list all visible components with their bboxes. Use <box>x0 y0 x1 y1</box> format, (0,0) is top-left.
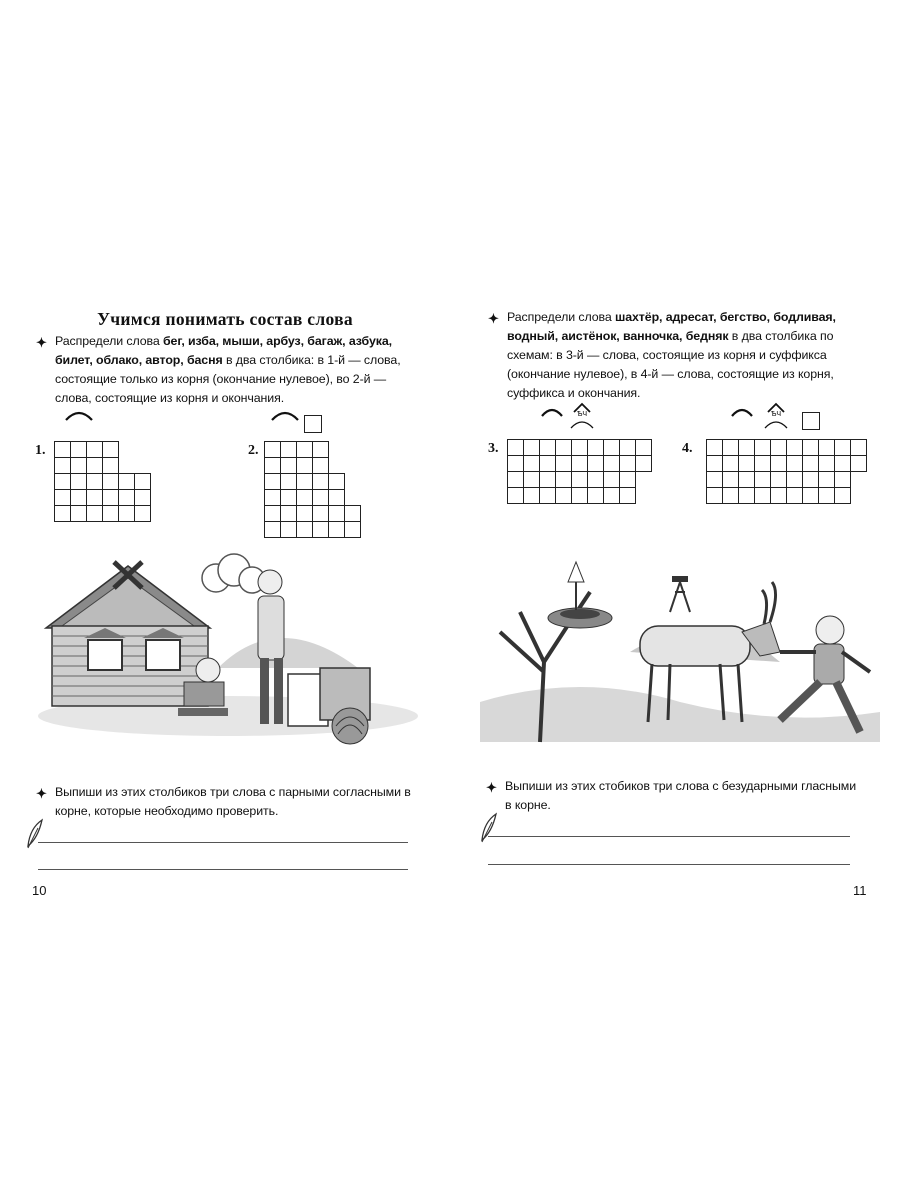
grid-cell[interactable] <box>280 473 297 490</box>
grid-cell[interactable] <box>706 455 723 472</box>
grid-cell[interactable] <box>344 505 361 522</box>
grid-cell[interactable] <box>134 489 151 506</box>
feather-pen-icon <box>24 818 46 850</box>
root-arc-icon <box>730 406 754 418</box>
grid-cell[interactable] <box>770 471 787 488</box>
grid-cell[interactable] <box>571 455 588 472</box>
grid-cell[interactable] <box>834 487 851 504</box>
answer-line-2[interactable] <box>488 864 850 865</box>
grid-cell[interactable] <box>523 487 540 504</box>
grid-cell[interactable] <box>86 441 103 458</box>
grid-cell[interactable] <box>296 473 313 490</box>
grid-cell[interactable] <box>722 471 739 488</box>
answer-line-1[interactable] <box>38 842 408 843</box>
ending-box-icon <box>802 412 820 430</box>
grid-cell[interactable] <box>312 441 329 458</box>
grid-cell[interactable] <box>619 439 636 456</box>
grid-cell[interactable] <box>786 487 803 504</box>
house-and-boys-illustration <box>38 548 423 748</box>
grid-cell[interactable] <box>738 439 755 456</box>
grid-cell[interactable] <box>312 457 329 474</box>
grid-cell[interactable] <box>571 471 588 488</box>
grid-cell[interactable] <box>619 455 636 472</box>
grid-cell[interactable] <box>328 473 345 490</box>
grid-cell[interactable] <box>264 441 281 458</box>
grid-cell[interactable] <box>802 471 819 488</box>
grid-cell[interactable] <box>603 455 620 472</box>
grid-cell[interactable] <box>280 457 297 474</box>
grid-cell[interactable] <box>555 439 572 456</box>
grid-cell[interactable] <box>280 521 297 538</box>
suffix-icon <box>570 400 594 430</box>
grid-cell[interactable] <box>523 439 540 456</box>
grid-cell[interactable] <box>54 505 71 522</box>
bullet-icon: ✦ <box>488 311 499 326</box>
grid-cell[interactable] <box>738 455 755 472</box>
grid-cell[interactable] <box>555 471 572 488</box>
grid-cell[interactable] <box>280 441 297 458</box>
grid-cell[interactable] <box>619 471 636 488</box>
grid-cell[interactable] <box>754 471 771 488</box>
grid-cell[interactable] <box>539 487 556 504</box>
grid-cell[interactable] <box>770 455 787 472</box>
grid-cell[interactable] <box>603 487 620 504</box>
grid-cell[interactable] <box>86 489 103 506</box>
grid-cell[interactable] <box>54 489 71 506</box>
grid-cell[interactable] <box>118 505 135 522</box>
grid-cell[interactable] <box>102 457 119 474</box>
grid-cell[interactable] <box>296 441 313 458</box>
grid-cell[interactable] <box>134 473 151 490</box>
grid-cell[interactable] <box>786 455 803 472</box>
grid-cell[interactable] <box>587 455 604 472</box>
page-number: 11 <box>853 883 867 898</box>
grid-cell[interactable] <box>296 489 313 506</box>
grid-cell[interactable] <box>118 473 135 490</box>
grid-cell[interactable] <box>603 439 620 456</box>
grid-cell[interactable] <box>786 439 803 456</box>
grid-cell[interactable] <box>312 521 329 538</box>
svg-text:ѢЧ: ѢЧ <box>576 411 588 418</box>
grid-cell[interactable] <box>70 457 87 474</box>
grid-cell[interactable] <box>264 473 281 490</box>
grid-cell[interactable] <box>850 439 867 456</box>
ending-box-icon <box>304 415 322 433</box>
grid-cell[interactable] <box>619 487 636 504</box>
grid-cell[interactable] <box>706 471 723 488</box>
root-arc-icon <box>540 406 564 418</box>
grid-cell[interactable] <box>555 487 572 504</box>
grid-cell[interactable] <box>738 471 755 488</box>
grid-cell[interactable] <box>834 439 851 456</box>
grid-cell[interactable] <box>296 457 313 474</box>
grid-cell[interactable] <box>850 455 867 472</box>
suffix-icon <box>764 400 788 430</box>
grid-cell[interactable] <box>818 487 835 504</box>
grid-cell[interactable] <box>507 455 524 472</box>
grid-cell[interactable] <box>344 521 361 538</box>
grid-cell[interactable] <box>571 487 588 504</box>
bullet-icon: ✦ <box>486 780 497 795</box>
grid-cell[interactable] <box>102 441 119 458</box>
grid-cell[interactable] <box>587 487 604 504</box>
grid-cell[interactable] <box>706 439 723 456</box>
grid-cell[interactable] <box>786 471 803 488</box>
bullet-icon: ✦ <box>36 335 47 350</box>
grid-cell[interactable] <box>587 439 604 456</box>
grid-cell[interactable] <box>280 489 297 506</box>
grid-cell[interactable] <box>635 455 652 472</box>
grid-cell[interactable] <box>70 473 87 490</box>
task-instruction-1: Распредели слова шахтёр, адресат, бегство, бодливая, водный, аистёнок, ванночка, бедняк в два столбика по схемам: в 3-й — слова, состоящие из корня и суффикса (окончание нулевое), в 4-й — слова, состоящие из корня, суффикса и окончания. <box>507 310 836 400</box>
grid-cell[interactable] <box>86 473 103 490</box>
grid-cell[interactable] <box>770 487 787 504</box>
grid-cell[interactable] <box>802 439 819 456</box>
grid-cell[interactable] <box>539 455 556 472</box>
grid-cell[interactable] <box>54 473 71 490</box>
grid-cell[interactable] <box>264 505 281 522</box>
task-instruction-2: Выпиши из этих стобиков три слова с безударными гласными в корне. <box>505 779 857 812</box>
grid-cell[interactable] <box>296 521 313 538</box>
column-label-2: 2. <box>248 443 259 458</box>
grid-cell[interactable] <box>70 489 87 506</box>
grid-cell[interactable] <box>312 505 329 522</box>
bullet-icon: ✦ <box>36 786 47 801</box>
grid-cell[interactable] <box>296 505 313 522</box>
grid-cell[interactable] <box>738 487 755 504</box>
root-arc-icon <box>270 408 300 422</box>
grid-cell[interactable] <box>818 439 835 456</box>
page-title: Учимся понимать состав слова <box>97 309 353 329</box>
grid-cell[interactable] <box>328 489 345 506</box>
grid-cell[interactable] <box>328 521 345 538</box>
grid-cell[interactable] <box>264 457 281 474</box>
grid-cell[interactable] <box>102 505 119 522</box>
grid-cell[interactable] <box>754 439 771 456</box>
grid-cell[interactable] <box>770 439 787 456</box>
root-arc-icon <box>64 408 94 422</box>
grid-cell[interactable] <box>507 487 524 504</box>
grid-cell[interactable] <box>328 505 345 522</box>
grid-cell[interactable] <box>102 473 119 490</box>
grid-cell[interactable] <box>571 439 588 456</box>
grid-cell[interactable] <box>523 471 540 488</box>
grid-cell[interactable] <box>754 455 771 472</box>
right-page <box>450 0 900 1200</box>
grid-cell[interactable] <box>539 439 556 456</box>
grid-cell[interactable] <box>587 471 604 488</box>
grid-cell[interactable] <box>722 439 739 456</box>
svg-text:ѢЧ: ѢЧ <box>770 411 782 418</box>
grid-cell[interactable] <box>722 487 739 504</box>
grid-cell[interactable] <box>312 489 329 506</box>
grid-cell[interactable] <box>264 521 281 538</box>
grid-cell[interactable] <box>818 471 835 488</box>
grid-cell[interactable] <box>635 439 652 456</box>
grid-cell[interactable] <box>802 487 819 504</box>
grid-cell[interactable] <box>70 441 87 458</box>
task-instruction-2: Выпиши из этих столбиков три слова с парными согласными в корне, которые необходимо проверить. <box>55 785 411 818</box>
grid-cell[interactable] <box>818 455 835 472</box>
grid-cell[interactable] <box>722 455 739 472</box>
grid-cell[interactable] <box>86 505 103 522</box>
grid-cell[interactable] <box>507 439 524 456</box>
grid-cell[interactable] <box>280 505 297 522</box>
grid-cell[interactable] <box>523 455 540 472</box>
goat-and-boy-illustration <box>480 552 880 742</box>
grid-cell[interactable] <box>312 473 329 490</box>
grid-cell[interactable] <box>86 457 103 474</box>
grid-cell[interactable] <box>555 455 572 472</box>
column-label-4: 4. <box>682 441 693 456</box>
grid-cell[interactable] <box>754 487 771 504</box>
task-instruction-1: Распредели слова бег, изба, мыши, арбуз, багаж, азбука, билет, облако, автор, басня в два столбика: в 1-й — слова, состоящие только из корня (окончание нулевое), во 2-й — слова, состоящие из корня и окончания. <box>55 334 401 405</box>
task-words: бег, изба, мыши, арбуз, багаж, азбука, билет, облако, автор, басня <box>55 334 392 367</box>
answer-line-1[interactable] <box>488 836 850 837</box>
task-words: шахтёр, адресат, бегство, бодливая, водный, аистёнок, ванночка, бедняк <box>507 310 836 343</box>
grid-cell[interactable] <box>118 489 135 506</box>
grid-cell[interactable] <box>264 489 281 506</box>
grid-cell[interactable] <box>706 487 723 504</box>
grid-cell[interactable] <box>507 471 524 488</box>
column-label-3: 3. <box>488 441 499 456</box>
grid-cell[interactable] <box>54 441 71 458</box>
grid-cell[interactable] <box>102 489 119 506</box>
page-number: 10 <box>32 883 47 898</box>
grid-cell[interactable] <box>539 471 556 488</box>
grid-cell[interactable] <box>54 457 71 474</box>
grid-cell[interactable] <box>134 505 151 522</box>
feather-pen-icon <box>478 812 500 844</box>
grid-cell[interactable] <box>70 505 87 522</box>
column-label-1: 1. <box>35 443 46 458</box>
grid-cell[interactable] <box>834 455 851 472</box>
grid-cell[interactable] <box>802 455 819 472</box>
answer-line-2[interactable] <box>38 869 408 870</box>
grid-cell[interactable] <box>603 471 620 488</box>
grid-cell[interactable] <box>834 471 851 488</box>
